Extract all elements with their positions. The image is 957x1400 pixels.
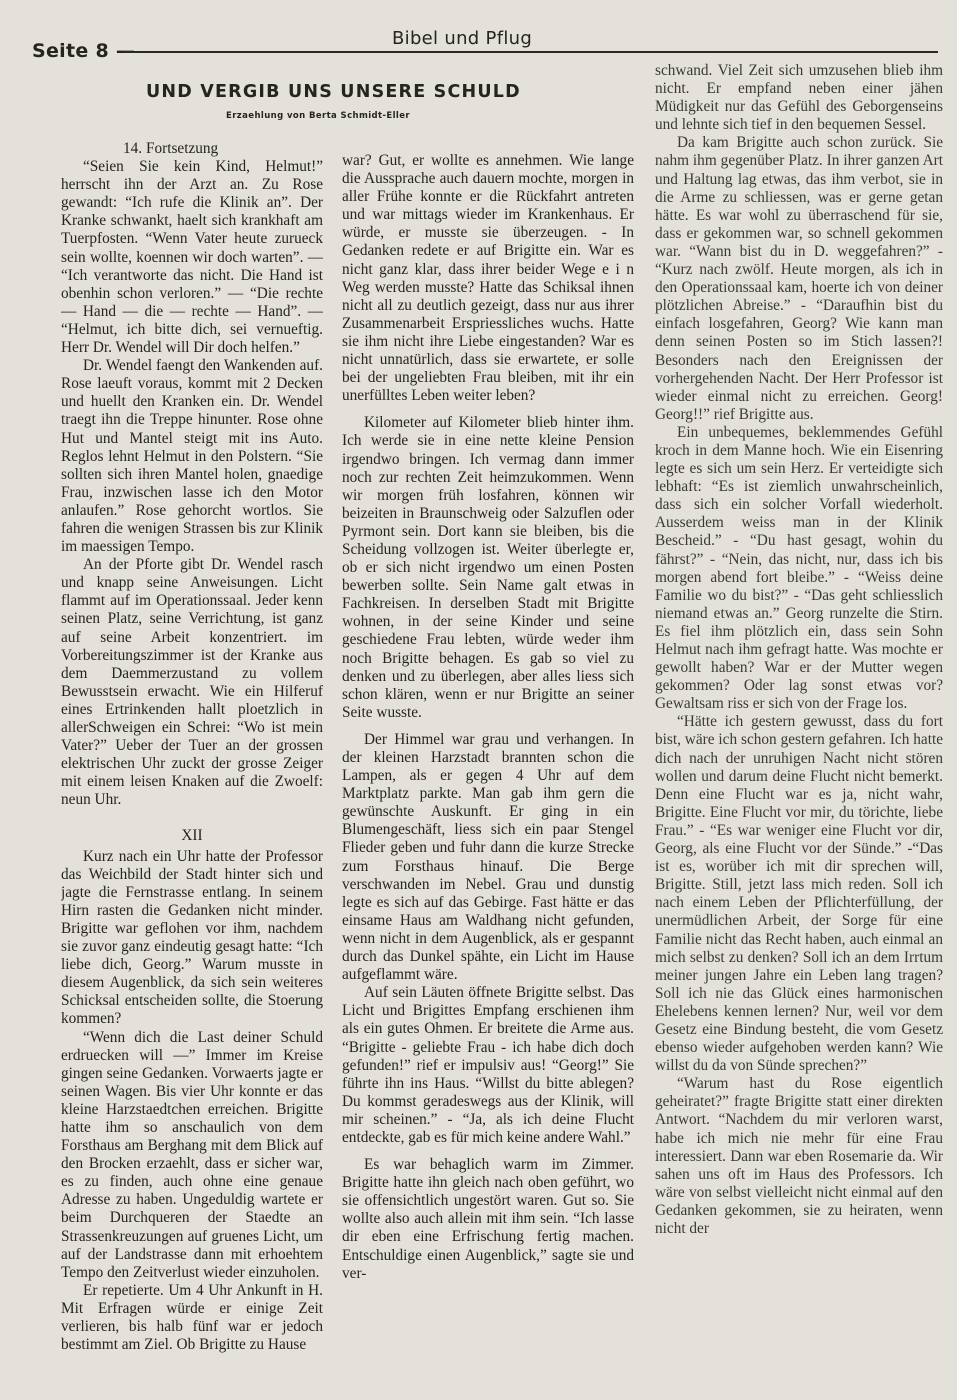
paragraph: schwand. Viel Zeit sich umzusehen blieb ihm nicht. Er empfand neben einer jähen Müdigkeit nur das Gefühl des Geborgenseins und lehnte sich tief in den bequemen Sessel. <box>655 62 943 134</box>
paragraph: Kilometer auf Kilometer blieb hinter ihm. Ich werde sie in eine nette kleine Pension irgendwo bringen. Ich vermag dann immer noch zur rechten Zeit heimzukommen. Wenn wir morgen früh losfahren, können wir beizeiten in Braunschweig oder Salzuflen oder Pyrmont sein. Dort kann sie bleiben, bis die Scheidung vollzogen ist. Weiter überlegte er, ob er sich nicht irgendwo um einen Posten bewerben sollte. Sein Name galt etwas in Fachkreisen. In derselben Stadt mit Brigitte wohnen, in der seine Kinder und seine geschiedene Frau lebten, würde weder ihm noch Brigitte behagen. Es gab so viel zu denken und zu überlegen, aber alles liess sich schon klären, wenn er nur Brigitte an seiner Seite wusste. <box>342 414 634 721</box>
page-header <box>30 26 938 60</box>
journal-title: Bibel und Pflug <box>392 28 533 49</box>
installment-label: 14. Fortsetzung <box>123 140 219 157</box>
paragraph: “Hätte ich gestern gewusst, dass du fort bist, wäre ich schon gestern gefahren. Ich hatte dich nach der unruhigen Nacht nicht stören wollen und darum deine Flucht nicht bemerkt. Denn eine Flucht war es ja, nicht wahr, Brigitte. Eine Flucht vor mir, du törichte, liebe Frau.” - “Es war weniger eine Flucht vor dir, Georg, als eine Flucht vor der Sünde.” -“Das ist es, worüber ich mit dir sprechen will, Brigitte. Still, jetzt lass mich reden. Soll ich nach einem Leben der Pflichterfüllung, der unermüdlichen Arbeit, der Sorge für eine Familie nicht das Recht haben, auch einmal an mich selbst zu denken? Soll ich an dem Irrtum meiner jungen Jahre ein Leben lang tragen? Soll ich nie das Glück eines harmonischen Ehelebens kennen lernen? Nur, weil vor dem Gesetz eine Bindung besteht, die vom Gesetz ebenso wieder aufgehoben werden kann? Wie willst du da von Sünde sprechen?” <box>655 713 943 1075</box>
story-byline: Erzaehlung von Berta Schmidt-Eller <box>226 111 410 121</box>
paragraph: Dr. Wendel faengt den Wankenden auf. Rose laeuft voraus, kommt mit 2 Decken und huellt den Kranken ein. Dr. Wendel traegt ihn die Treppe hinunter. Rose ohne Hut und Mantel steigt mit ins Auto. Reglos lehnt Helmut in den Polstern. “Sie sollten sich ihren Mantel holen, gnaedige Frau, inzwischen lasse ich den Motor anlaufen.” Rose gehorcht wortlos. Sie fahren die wenigen Strassen bis zur Klinik im maessigen Tempo. <box>61 357 323 556</box>
paragraph: Ein unbequemes, beklemmendes Gefühl kroch in dem Manne hoch. Wie ein Eisenring legte es sich um sein Herz. Er verteidigte sich lebhaft: “Es ist ziemlich unwahrscheinlich, dass sich ein solcher Vorfall wiederholt. Ausserdem weiss man in der Klinik Bescheid.” - “Du hast gesagt, wohin du fährst?” - “Nein, das nicht, nur, dass ich bis morgen abend fort bleibe.” - “Weiss deine Familie wo du bist?” - “Das geht schliesslich niemand etwas an.” Georg runzelte die Stirn. Es fiel ihm plötzlich ein, dass sein Sohn Helmut nach ihm gefragt hatte. Was mochte er gewollt haben? War er der Mutter wegen gekommen? Oder lag sonst etwas vor? Gewaltsam riss er sich von der Frage los. <box>655 423 943 713</box>
paragraph: “Warum hast du Rose eigentlich geheiratet?” fragte Brigitte statt einer direkten Antwort. “Nachdem du mir verloren warst, habe ich mich nie mehr für eine Frau interessiert. Dann war eben Rosemarie da. Wir sahen uns oft im Haus des Professors. Ich wäre von selbst vielleicht nicht einmal auf den Gedanken gekommen, sie zu heiraten, wenn nicht der <box>655 1075 943 1237</box>
story-title: UND VERGIB UNS UNSERE SCHULD <box>146 82 521 102</box>
text-column-3 <box>655 62 943 1374</box>
paragraph: “Wenn dich die Last deiner Schuld erdruecken will —” Immer im Kreise gingen seine Gedanken. Vorwaerts jagte er seinen Wagen. Bis vier Uhr konnte er das kleine Harzstaedtchen erreichen. Brigitte hatte ihm so anschaulich von dem Forsthaus am Berghang mit dem Blick auf den Brocken erzaehlt, dass er sicher war, es zu finden, auch ohne eine genaue Adresse zu haben. Ungeduldig wartete er beim Durchqueren der Staedte an Strassenkreuzungen auf gruenes Licht, um auf der Landstrasse dann mit erhoehtem Tempo den Zeitverlust wieder einzuholen. <box>61 1028 323 1281</box>
section-number: XII <box>181 827 203 845</box>
paragraph: war? Gut, er wollte es annehmen. Wie lange die Aussprache auch dauern mochte, morgen in aller Frühe konnte er die Rückfahrt antreten und war mittags wieder im Krankenhaus. Er würde, er musste sie überzeugen. - In Gedanken redete er auf Brigitte ein. War es nicht ganz klar, dass ihrer beider Wege e i n Weg werden musste? Hatte das Schiksal ihnen nicht all zu deutlich gezeigt, dass nur aus ihrer Zusammenarbeit Erspriessliches wuchs. Hatte sie ihm nicht ihre Liebe eingestanden? War es nicht unnatürlich, dass sie erwartete, er solle bei der ungeliebten Frau bleiben, mit ihr ein unerfülltes Leben weiter leben? <box>342 152 634 405</box>
paragraph: Da kam Brigitte auch schon zurück. Sie nahm ihm gegenüber Platz. In ihrer ganzen Art und Haltung lag etwas, das ihm verbot, sie in die Arme zu schliessen, was er gerne getan hätte. Es war wohl zu überraschend für sie, dass er gekommen war, so schnell gekommen war. “Wann bist du in D. weggefahren?” - “Kurz nach zwölf. Heute morgen, als ich in den Operationssaal kam, hoerte ich von deiner plötzlichen Abreise.” - “Daraufhin bist du einfach losgefahren, Georg? Wie kann man denn seinen Posten so im Stich lassen?! Besonders nach den Ereignissen der vorhergehenden Nacht. Der Herr Professor ist wieder einmal nicht zu erreichen. Georg! Georg!!” rief Brigitte aus. <box>655 134 943 423</box>
header-rule <box>126 51 938 53</box>
page-number: Seite 8 — <box>32 40 136 62</box>
paragraph: Der Himmel war grau und verhangen. In der kleinen Harzstadt brannten schon die Lampen, als er gegen 4 Uhr auf dem Marktplatz parkte. Man gab ihm gern die gewünschte Auskunft. Er ging in ein Blumengeschäft, liess sich ein paar Stengel Flieder geben und fuhr dann die kurze Strecke zum Forsthaus hinauf. Die Berge verschwanden im Nebel. Grau und dunstig legte es sich auf das Gebirge. Fast hätte er das einsame Haus am Waldhang nicht gefunden, wenn nicht in dem Augenblick, als er gespannt durch das Dunkel spähte, ein Licht im Hause aufgeflammt wäre. <box>342 730 634 984</box>
paragraph: “Seien Sie kein Kind, Helmut!” herrscht ihn der Arzt an. Zu Rose gewandt: “Ich rufe die Klinik an”. Der Kranke schwankt, haelt sich krankhaft am Tuerpfosten. “Wenn Vater heute zurueck sein wollte, koennen wir doch warten”. — “Ich verantworte das nicht. Die Hand ist obenhin schon verloren.” — “Die rechte — Hand — die — rechte — Hand”. — “Helmut, ich bitte dich, sei vernueftig. Herr Dr. Wendel will Dir doch helfen.” <box>61 158 323 357</box>
paragraph: Er repetierte. Um 4 Uhr Ankunft in H. Mit Erfragen würde er einige Zeit verlieren, bis halb fünf war er jedoch bestimmt am Ziel. Ob Brigitte zu Hause <box>61 1281 323 1354</box>
paragraph: Auf sein Läuten öffnete Brigitte selbst. Das Licht und Brigittes Empfang erschienen ihm als ein gutes Ohmen. Er breitete die Arme aus. “Brigitte - geliebte Frau - ich habe dich doch gefunden!” rief er impulsiv aus! “Georg!” Sie führte ihn ins Haus. “Willst du bitte ablegen? Du kommst geradeswegs aus der Klinik, will mir scheinen.” - “Ja, als ich deine Flucht entdeckte, gab es für mich keine andere Wahl.” <box>342 984 634 1146</box>
text-column-2 <box>342 152 634 1374</box>
paragraph: Kurz nach ein Uhr hatte der Professor das Weichbild der Stadt hinter sich und jagte die Fernstrasse entlang. In seinem Hirn rasten die Gedanken nicht minder. Brigitte war geflohen vor ihm, nachdem sie zuvor ganz eindeutig gesagt hatte: “Ich liebe dich, Georg.” Warum musste in diesem Augenblick, da sich sein weiteres Schicksal entscheiden sollte, die Stoerung kommen? <box>61 847 323 1028</box>
text-column-1 <box>61 140 323 1360</box>
paragraph: An der Pforte gibt Dr. Wendel rasch und knapp seine Anweisungen. Licht flammt auf im Operationssaal. Jeder kenn seinen Platz, seine Verrichtung, ist ganz auf seine Arbeit konzentriert. im Vorbereitungszimmer ist der Kranke aus dem Daemmerzustand zu vollem Bewusstsein erwacht. Wie ein Hilferuf eines Ertrinkenden hallt ploetzlich in allerSchweigen ein Schrei: “Wo ist mein Vater?” Ueber der Tuer an der grossen elektrischen Uhr zuckt der grosse Zeiger mit einem leisen Knaken auf die Zwoelf: neun Uhr. <box>61 556 323 809</box>
paragraph: Es war behaglich warm im Zimmer. Brigitte hatte ihn gleich nach oben geführt, wo sie offensichtlich ungestört waren. Gut so. Sie wollte also auch allein mit ihm sein. “Ich lasse dir eben eine Erfrischung fertig machen. Entschuldige einen Augenblick,” sagte sie und ver- <box>342 1156 634 1282</box>
